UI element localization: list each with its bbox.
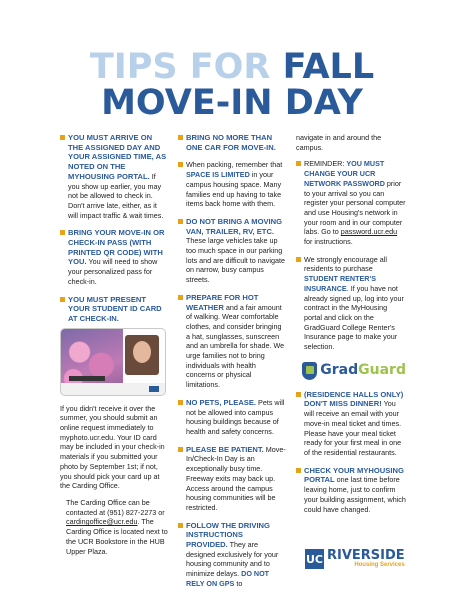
tip-heading: FOLLOW THE DRIVING INSTRUCTIONS PROVIDED. <box>186 520 270 550</box>
column-2 <box>178 133 286 597</box>
bullet-icon <box>296 257 301 262</box>
tip-no-pets <box>178 398 286 437</box>
tip-heading: PREPARE FOR HOT WEATHER <box>186 292 259 312</box>
student-id-card-image <box>60 328 166 396</box>
tip-heading: NO PETS, PLEASE. <box>186 397 257 407</box>
tip-heading: BRING YOUR MOVE-IN OR CHECK-IN PASS (WITH PRINTED QR CODE) WITH YOU. <box>68 228 165 267</box>
tip-arrive <box>60 133 168 220</box>
tip-body: They are designed exclusively for your housing community and to minimize delays. <box>186 540 279 579</box>
tip-heading: BRING NO MORE THAN ONE CAR FOR MOVE-IN. <box>186 133 276 152</box>
tip-space <box>178 160 286 209</box>
tip-highlight: STUDENT RENTER'S INSURANCE <box>304 274 376 293</box>
card-badge <box>149 386 159 392</box>
tip-be-patient <box>178 445 286 513</box>
tip-body: REMINDER: <box>304 159 347 169</box>
bullet-icon <box>60 135 65 140</box>
bullet-icon <box>60 230 65 235</box>
id-card-paragraph: If you didn't receive it over the summer, you should submit an online request immediately to myphoto.ucr.edu. Your ID card may be included in your check-in materials if you submitted your photo by September 1st; if not, you should pick your card up at the Carding Office. <box>60 403 165 491</box>
page-title-line1 <box>0 47 464 87</box>
tip-body: You will receive an email with your move-in meal ticket and times. Please have your meal ticket ready for your first meal in one of the residential restaurants. <box>304 399 402 457</box>
bullet-icon <box>296 468 301 473</box>
page-title-line2: MOVE-IN DAY <box>101 83 363 123</box>
tip-renters-insurance <box>296 255 406 352</box>
tip-body: If you show up earlier, you may not be allowed to check in. Don't arrive late, either, as it will impact traffic & wait times. <box>68 171 164 220</box>
tip-body: When packing, remember that <box>186 160 283 170</box>
tip-highlight: DO NOT RELY ON GPS <box>186 569 270 588</box>
bullet-icon <box>178 295 183 300</box>
para-text: . The Carding Office is located next to the UCR Bookstore in the HUB Upper Plaza. <box>66 517 168 556</box>
gradguard-text: Guard <box>358 361 406 378</box>
para-text: The Carding Office can be contacted at (951) 827-2273 or <box>66 497 165 517</box>
tip-body: and a fair amount of walking. Wear comfortable clothes, and consider bringing a hat, sunglasses, sunscreen and an umbrella for shade. We urge families not to bring individuals with health concerns or physical limitations. <box>186 302 285 390</box>
tip-body: for instructions. <box>304 237 353 247</box>
bullet-icon <box>296 161 301 166</box>
bullet-icon <box>178 135 183 140</box>
carding-office-email-link[interactable]: cardingoffice@ucr.edu <box>66 517 138 527</box>
tip-network-password <box>296 159 406 246</box>
gradguard-shield-icon <box>302 362 317 380</box>
tip-heading: YOU MUST ARRIVE ON THE ASSIGNED DAY AND YOUR ASSIGNED TIME, AS NOTED ON THE MYHOUSING PORTAL. <box>68 133 167 181</box>
bullet-icon <box>178 162 183 167</box>
tip-myhousing-portal <box>296 466 406 515</box>
tip-body: You will need to show your personalized pass for check-in. <box>68 257 158 286</box>
uc-mark: UC <box>305 549 324 569</box>
bullet-icon <box>296 392 301 397</box>
ucr-housing-logo <box>305 549 405 569</box>
student-photo <box>125 335 159 375</box>
tip-highlight: SPACE IS LIMITED <box>186 170 250 180</box>
tip-body: one last time before leaving home, just to confirm your building assignment, which could have changed. <box>304 475 406 514</box>
logo-name: RIVERSIDE <box>327 548 405 563</box>
ucr-wordmark <box>327 549 405 569</box>
bullet-icon <box>178 400 183 405</box>
bullet-icon <box>178 523 183 528</box>
bullet-icon <box>60 297 65 302</box>
tip-body: These large vehicles take up too much space in our parking lots and are difficult to navigate on narrow, busy campus streets. <box>186 236 285 285</box>
gradguard-wordmark <box>320 361 406 378</box>
tip-driving <box>178 521 286 589</box>
tip-no-van <box>178 217 286 285</box>
carding-office-paragraph <box>60 498 168 556</box>
continued-text: navigate in and around the campus. <box>296 133 382 152</box>
gradguard-text: Grad <box>320 361 359 378</box>
tip-body: Move-In/Check-In Day is an exceptionally busy time. Freeway exits may back up. Access around the campus housing communities will be restricted. <box>186 444 286 512</box>
bullet-icon <box>178 219 183 224</box>
logo-subtitle: Housing Services <box>354 562 405 568</box>
tip-one-car <box>178 133 286 152</box>
gradguard-logo <box>302 360 406 382</box>
tip-hot-weather <box>178 293 286 390</box>
column-1 <box>60 133 168 563</box>
password-link[interactable]: password.ucr.edu <box>340 227 398 237</box>
tip-dinner <box>296 390 406 458</box>
column-3 <box>296 133 406 522</box>
tip-body: Pets will not be allowed into campus housing buildings because of health and safety concerns. <box>186 397 285 436</box>
tip-body: prior to your arrival so you can register your personal computer and use Housing's network in your room and in our computer labs. Go to <box>304 178 406 237</box>
tip-body: . If you have not already signed up, log into your contract in the MyHousing portal and click on the GradGuard College Renter's Insurance page to make your selection. <box>304 283 404 352</box>
bullet-icon <box>178 447 183 452</box>
title-fall: FALL <box>282 47 375 87</box>
tip-heading: PLEASE BE PATIENT. <box>186 444 264 454</box>
tip-id-card <box>60 295 168 324</box>
tip-pass <box>60 228 168 286</box>
tip-heading: DO NOT BRING A MOVING VAN, TRAILER, RV, ETC. <box>186 216 283 236</box>
tip-body: We strongly encourage all residents to purchase <box>304 254 387 274</box>
tip-body: to <box>234 578 243 588</box>
name-bar <box>69 376 105 381</box>
tip-body: in your campus housing space. Many families end up having to take items back home with them. <box>186 170 282 209</box>
tip-heading: YOU MUST PRESENT YOUR STUDENT ID CARD AT CHECK-IN. <box>68 294 162 323</box>
tip-heading: CHECK YOUR MYHOUSING PORTAL <box>304 465 404 485</box>
tip-heading: (RESIDENCE HALLS ONLY) DON'T MISS DINNER! <box>304 389 404 409</box>
tip-highlight: YOU MUST CHANGE YOUR UCR NETWORK PASSWORD <box>304 159 385 188</box>
title-tips-for: TIPS FOR <box>89 47 283 87</box>
